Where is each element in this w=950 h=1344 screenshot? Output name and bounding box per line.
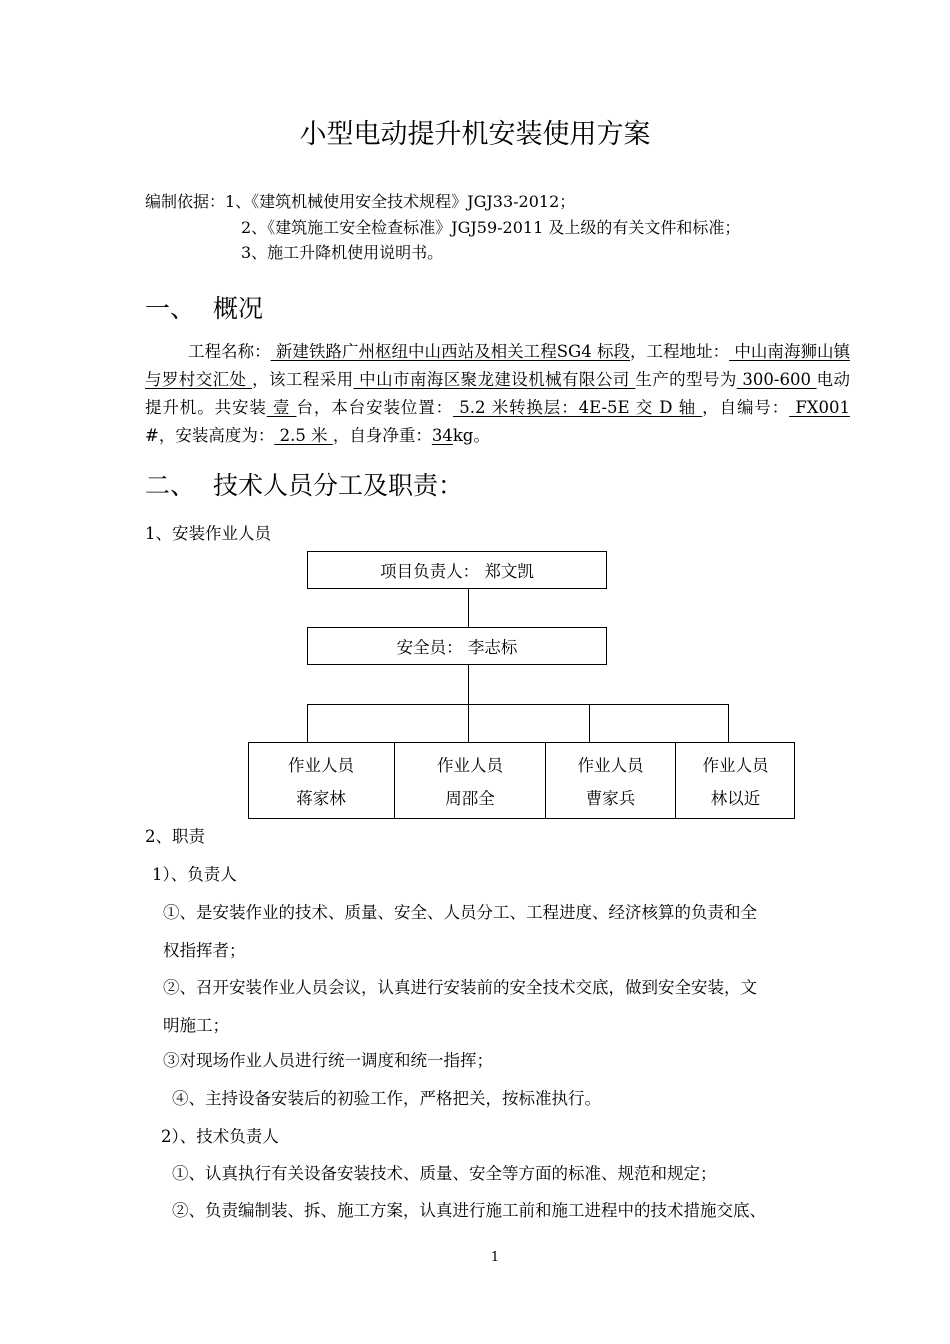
org-safety-box xyxy=(307,627,607,665)
section-1-title: 概况 xyxy=(213,294,264,323)
paragraph-text: #，安装高度为： xyxy=(145,426,275,445)
install-staff-heading: 1、安装作业人员 xyxy=(145,524,271,543)
filled-field: FX001 xyxy=(789,398,851,417)
org-worker-cell-3 xyxy=(546,742,676,819)
duty-1-item: 权指挥者； xyxy=(163,941,246,960)
worker-name: 蒋家林 xyxy=(296,789,346,809)
section-2-heading xyxy=(145,466,463,502)
duty-1-heading: 1）、负责人 xyxy=(152,865,237,884)
section-2-number: 二、 xyxy=(145,471,196,500)
duty-1-item: 明施工； xyxy=(163,1016,229,1035)
org-worker-cell-2 xyxy=(395,742,546,819)
paragraph-text: ，该工程采用 xyxy=(252,370,354,389)
duty-1-item: ③对现场作业人员进行统一调度和统一指挥； xyxy=(163,1051,493,1070)
duty-2-item: ②、负责编制装、拆、施工方案，认真进行施工前和施工进程中的技术措施交底、 xyxy=(172,1201,766,1220)
paragraph-text: ，自编号： xyxy=(702,398,790,417)
paragraph-text: 工程名称： xyxy=(188,342,271,361)
basis-item-1: 1、《建筑机械使用安全技术规程》JGJ33-2012； xyxy=(225,192,576,211)
worker-name: 林以近 xyxy=(710,789,761,809)
filled-field: 300-600 xyxy=(736,370,817,389)
org-worker-cell-4 xyxy=(676,742,795,819)
duty-2-heading: 2）、技术负责人 xyxy=(161,1127,279,1146)
filled-field: 5.2 米转换层：4E-5E 交 D 轴 xyxy=(453,398,703,417)
overview-paragraph xyxy=(145,338,850,450)
org-safety-text: 安全员： 李志标 xyxy=(396,638,518,657)
paragraph-text: ，自身净重： xyxy=(332,426,432,445)
duty-2-item: ①、认真执行有关设备安装技术、质量、安全等方面的标准、规范和规定； xyxy=(172,1164,717,1183)
filled-field: 新建铁路广州枢纽中山西站及相关工程SG4 标段 xyxy=(270,342,630,361)
basis-item-2: 2、《建筑施工安全检查标准》JGJ59-2011 及上级的有关文件和标准； xyxy=(241,218,741,237)
section-2-title: 技术人员分工及职责： xyxy=(213,471,464,500)
worker-name: 周邵全 xyxy=(445,789,495,809)
worker-role: 作业人员 xyxy=(288,755,354,775)
page-number: 1 xyxy=(490,1250,500,1265)
paragraph-text: 台，本台安装位置： xyxy=(296,398,454,417)
page-title: 小型电动提升机安装使用方案 xyxy=(299,119,651,150)
org-branch-line xyxy=(307,704,729,705)
filled-field: 34 xyxy=(431,426,453,445)
section-1-number: 一、 xyxy=(145,294,196,323)
paragraph-text: 生产的型号为 xyxy=(635,370,737,389)
org-connector-line xyxy=(468,589,469,627)
paragraph-text: ，工程地址： xyxy=(630,342,730,361)
org-connector-line xyxy=(468,704,469,742)
paragraph-text: kg。 xyxy=(452,426,490,445)
org-connector-line xyxy=(589,704,590,742)
duty-1-item: ①、是安装作业的技术、质量、安全、人员分工、工程进度、经济核算的负责和全 xyxy=(163,903,757,922)
section-1-heading xyxy=(145,289,263,325)
filled-field: 2.5 米 xyxy=(274,426,333,445)
org-leader-text: 项目负责人： 郑文凯 xyxy=(380,562,534,581)
worker-role: 作业人员 xyxy=(437,755,503,775)
basis-item-3: 3、施工升降机使用说明书。 xyxy=(241,243,444,262)
filled-field: 壹 xyxy=(266,398,297,417)
filled-field: 中山市南海区聚龙建设机械有限公司 xyxy=(353,370,636,389)
worker-role: 作业人员 xyxy=(702,755,769,775)
org-connector-line xyxy=(728,704,729,742)
paragraph-text: 电动提升机。共安装 xyxy=(145,370,851,417)
worker-role: 作业人员 xyxy=(577,755,644,775)
basis-label: 编制依据： xyxy=(145,192,226,211)
duties-heading: 2、职责 xyxy=(145,827,205,846)
duty-1-item: ②、召开安装作业人员会议，认真进行安装前的安全技术交底，做到安全安装，文 xyxy=(163,978,757,997)
duty-1-item: ④、主持设备安装后的初验工作，严格把关，按标准执行。 xyxy=(172,1089,601,1108)
org-worker-cell-1 xyxy=(248,742,395,819)
org-connector-line xyxy=(468,665,469,704)
org-connector-line xyxy=(307,704,308,742)
filled-field: 中山南海狮山镇与罗村交汇处 xyxy=(145,342,851,389)
org-leader-box xyxy=(307,551,607,589)
worker-name: 曹家兵 xyxy=(585,789,636,809)
